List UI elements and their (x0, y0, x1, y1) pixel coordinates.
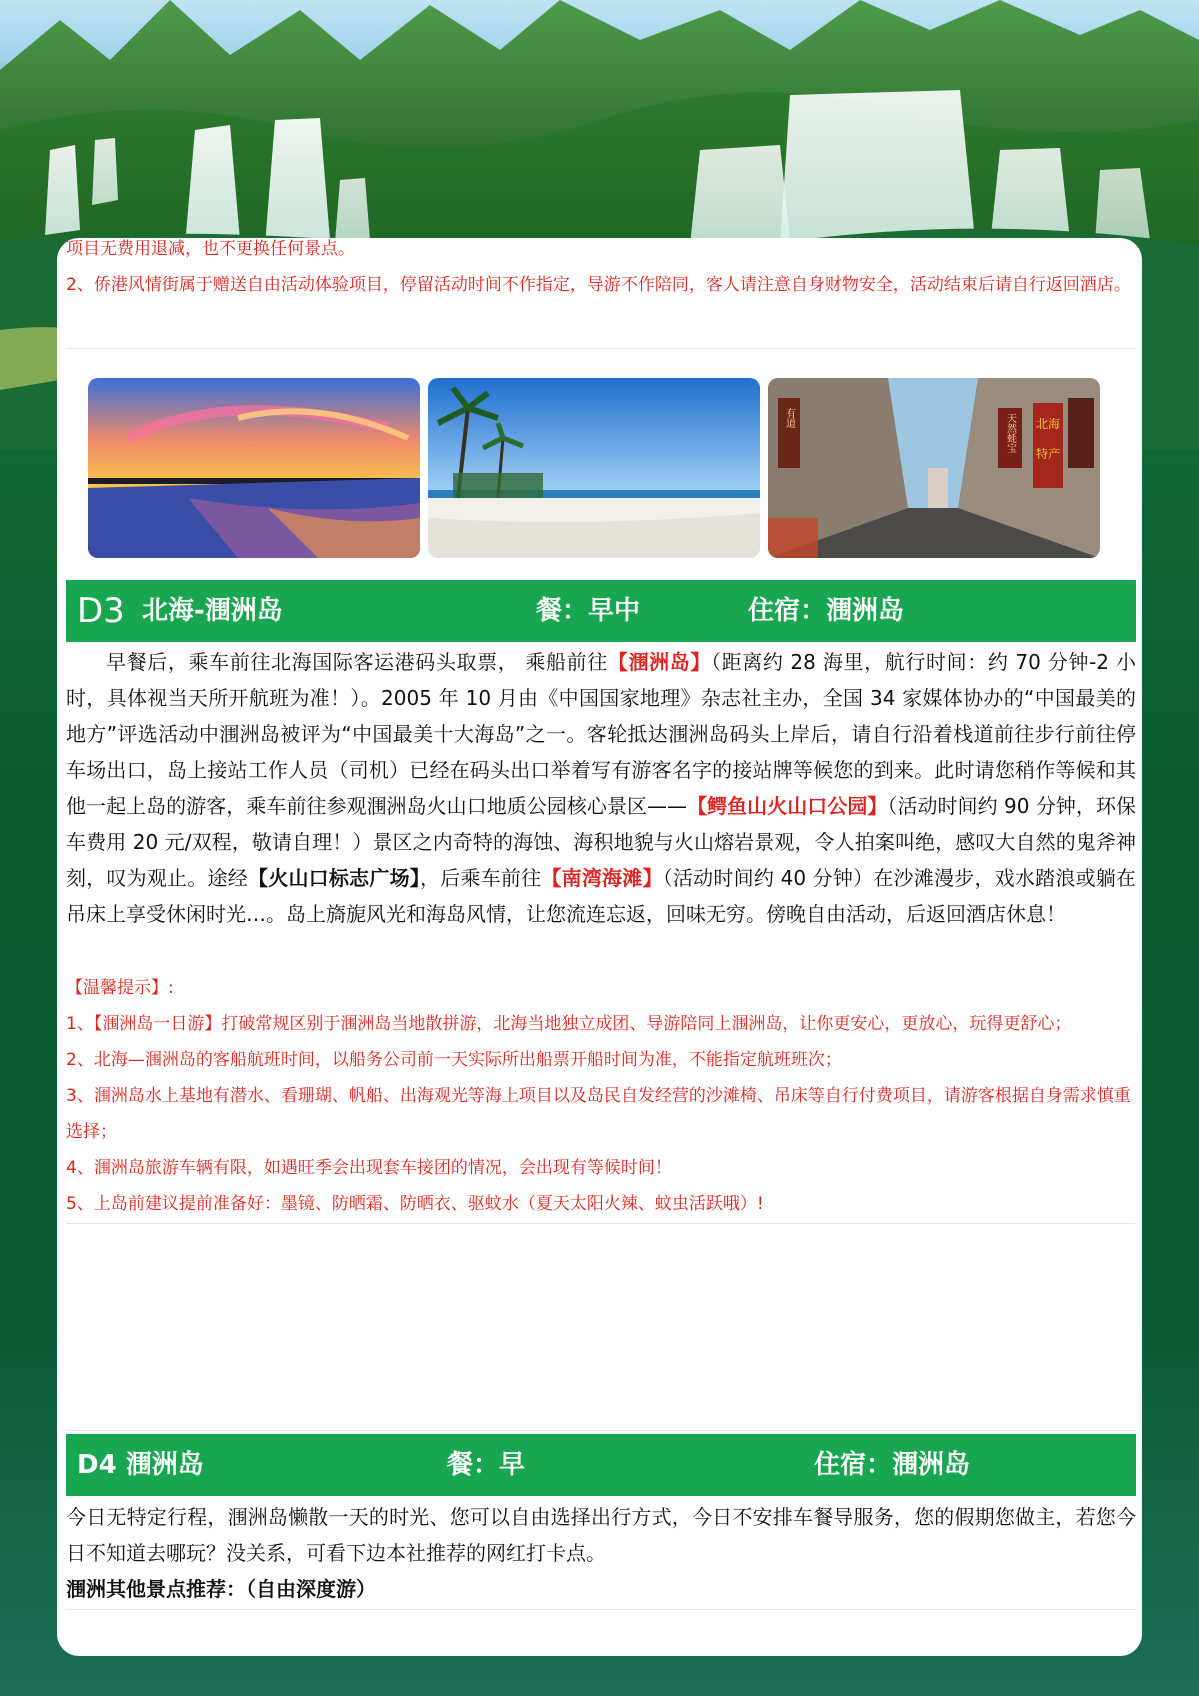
tip-item: 1、【涠洲岛一日游】打破常规区别于涠洲岛当地散拼游，北海当地独立成团、导游陪同上涠洲岛，让你更安心，更放心，玩得更舒心； (66, 1014, 1072, 1034)
white-sand-beach-photo (428, 378, 760, 558)
day-3-stay: 住宿：涠洲岛 (748, 596, 905, 626)
tip-item: 4、涠洲岛旅游车辆有限，如遇旺季会出现套车接团的情况，会出现有等候时间！ (66, 1158, 672, 1178)
old-street-photo (768, 378, 1100, 558)
day-4-recommend-title: 涠洲其他景点推荐：（自由深度游） (66, 1577, 376, 1601)
text-run: （活动时间约 90 分钟，环保车费用 20 元/双程，敬请自理！）景区之内奇特的海蚀、海积地貌与火山熔岩景观，令人拍案叫绝，感叹大自然的鬼斧神刻，叹为观止。途经 (66, 794, 1137, 890)
day-4-header (66, 1434, 1136, 1496)
divider (66, 1430, 1136, 1431)
tip-item: 3、涠洲岛水上基地有潜水、看珊瑚、帆船、出海观光等海上项目以及岛民自发经营的沙滩椅、吊床等自行付费项目，请游客根据自身需求慎重选择； (66, 1086, 1131, 1142)
notice-line-2: 2、侨港风情街属于赠送自由活动体验项目，停留活动时间不作指定，导游不作陪同，客人请注意自身财物安全，活动结束后请自行返回酒店。 (66, 275, 1131, 295)
text-run: （距离约 28 海里，航行时间：约 70 分钟-2 小时，具体视当天所开航班为准！）。2005 年 10 月由《中国国家地理》杂志社主办，全国 34 家媒体协办的“中国最美的地方”评选活动中涠洲岛被评为“中国最美十大海岛”之一。客轮抵达涠洲岛码头上岸后，请自行沿着栈道前往步行前往停车场出口，岛上接站工作人员（司机）已经在码头出口举着写有游客名字的接站牌等候您的到来。此时请您稍作等候和其他一起上岛的游客，乘车前往参观涠洲岛火山口地质公园核心景区—— (66, 650, 1136, 818)
text-run: （活动时间约 40 分钟）在沙滩漫步，戏水踏浪或躺在吊床上享受休闲时光…。岛上旖旎风光和海岛风情，让您流连忘返，回味无穷。傍晚自由活动，后返回酒店休息！ (66, 866, 1137, 926)
shop-sign-text: 北海 (1035, 417, 1061, 431)
tip-item: 5、上岛前建议提前准备好：墨镜、防晒霜、防晒衣、驱蚊水（夏天太阳火辣、蚊虫活跃哦）! (66, 1194, 764, 1214)
divider (66, 1223, 1136, 1224)
day-4-description: 今日无特定行程，涠洲岛懒散一天的时光、您可以自由选择出行方式，今日不安排车餐导服务，您的假期您做主，若您今日不知道去哪玩？没关系，可看下边本社推荐的网红打卡点。 (66, 1505, 1136, 1565)
divider (66, 1609, 1136, 1610)
day-3-description (66, 644, 1136, 932)
highlight-weizhou-island: 【涠洲岛】 (607, 650, 711, 674)
day-4-meal: 餐：早 (447, 1450, 526, 1480)
shop-sign-text: 有道 (783, 408, 795, 428)
tip-item: 2、北海—涠洲岛的客船航班时间，以船务公司前一天实际所出船票开船时间为准，不能指定航班班次； (66, 1050, 842, 1070)
day-3-label: D3 (77, 591, 125, 631)
text-run: 早餐后，乘车前往北海国际客运港码头取票， 乘船前往 (106, 650, 608, 674)
text-run: ，后乘车前往 (420, 866, 542, 890)
divider (66, 348, 1136, 349)
shop-sign-text: 天然蚝宝 (1004, 413, 1016, 453)
sunset-beach-photo (88, 378, 420, 558)
shop-sign-text: 特产 (1035, 447, 1061, 461)
photo-strip (88, 378, 1108, 558)
day-3-route: 北海-涠洲岛 (142, 596, 283, 626)
highlight-south-bay-beach: 【南湾海滩】 (541, 866, 663, 890)
notice-line-1: 项目无费用退减，也不更换任何景点。 (66, 239, 355, 259)
itinerary-card (57, 238, 1142, 1656)
highlight-volcano-square: 【火山口标志广场】 (248, 866, 421, 890)
highlight-crocodile-volcano-park: 【鳄鱼山火山口公园】 (687, 794, 888, 818)
day-3-meal: 餐：早中 (536, 596, 641, 626)
tips-title: 【温馨提示】: (66, 978, 174, 998)
day-4-stay: 住宿：涠洲岛 (814, 1450, 971, 1480)
day-4-label: D4 涠洲岛 (77, 1450, 204, 1480)
day-3-header (66, 580, 1136, 642)
